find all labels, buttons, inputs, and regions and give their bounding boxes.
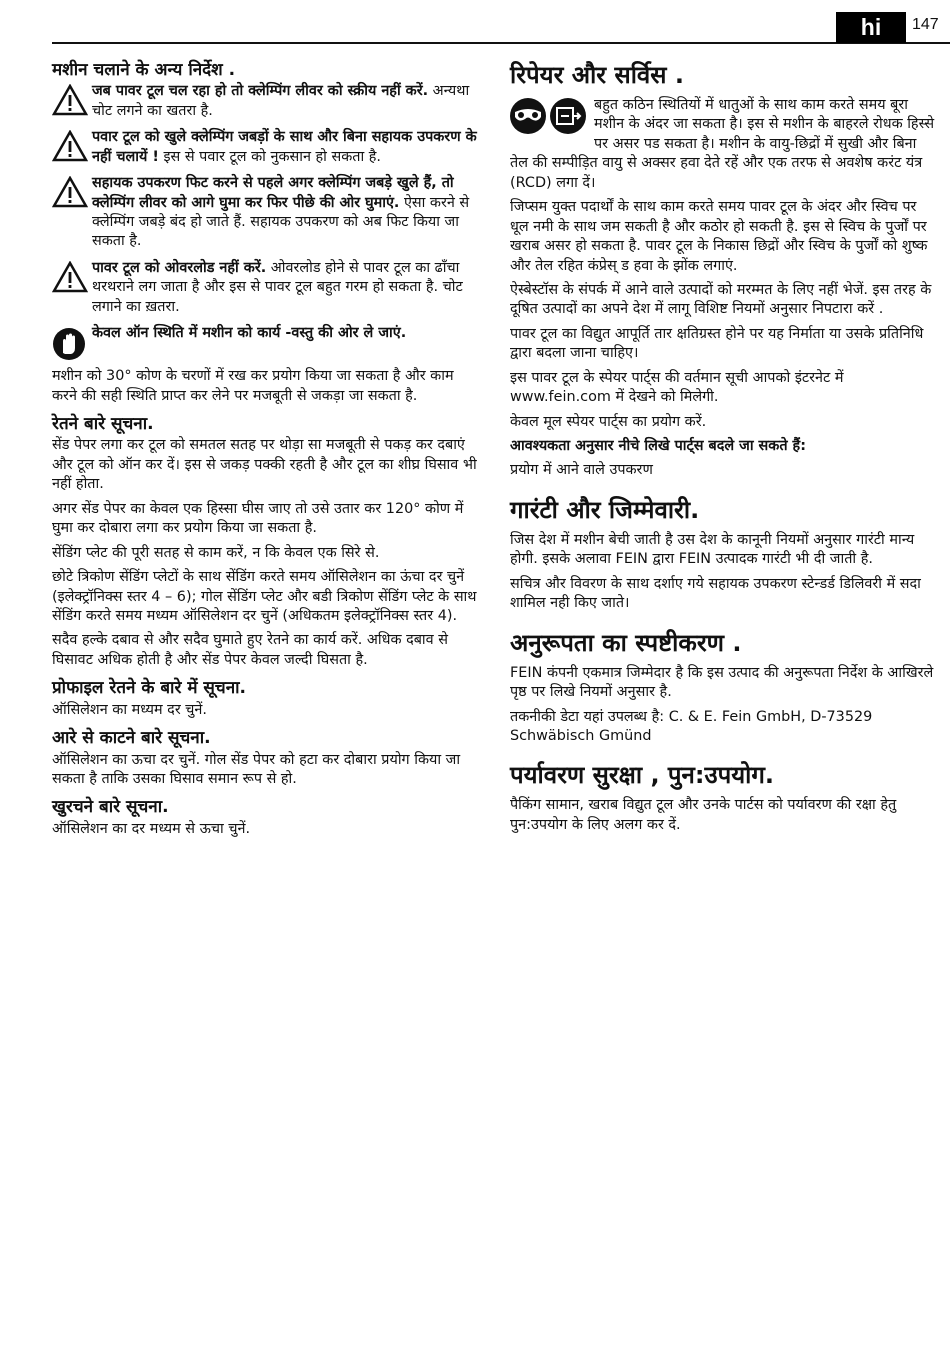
warning-text: पवार टूल को खुले क्लेम्पिंग जबड़ों के साथ और बिना सहायक उपकरण के नहीं चलायें ! इस से पवार टूल को नुकसान हो सकता है. xyxy=(92,129,477,165)
parts-note: आवश्यकता अनुसार नीचे लिखे पार्ट्स बदले जा सकते हैं: xyxy=(510,438,806,454)
warning-triangle-icon xyxy=(52,130,88,162)
warning-item xyxy=(52,128,480,167)
cutting-heading: आरे से काटने बारे सूचना. xyxy=(52,728,211,749)
sanding-paragraph: सदैव हल्के दबाव से और सदैव घुमाते हुए रेतने का कार्य करें. अधिक दबाव से घिसावट अधिक होती है और सेंड पेपर केवल जल्दी घिसता है. xyxy=(52,632,448,668)
scraping-text: ऑसिलेशन का दर मध्यम से ऊचा चुनें. xyxy=(52,820,251,837)
profile-heading: प्रोफाइल रेतने के बारे में सूचना. xyxy=(52,678,246,699)
service-icons xyxy=(510,98,586,134)
warning-item xyxy=(52,82,480,121)
environment-text: पैकिंग सामान, खराब विद्युत टूल और उनके पार्टस को पर्यावरण की रक्षा हेतु पुन:उपयोग के लिए अलग कर दें. xyxy=(510,797,897,833)
warning-triangle-icon xyxy=(52,176,88,208)
conformity-paragraph: तकनीकी डेटा यहां उपलब्ध है: C. & E. Fein GmbH, D-73529 Schwäbisch Gmünd xyxy=(510,708,873,744)
warning-triangle-icon xyxy=(52,261,88,293)
operation-heading: मशीन चलाने के अन्य निर्देश . xyxy=(52,60,236,80)
sanding-paragraph: छोटे त्रिकोण सेंडिंग प्लेटों के साथ सेंडिंग करते समय ऑसिलेशन का ऊंचा दर चुनें (इलेक्ट्रॉनिक्स स्तर 4 – 6); गोल सेंडिंग प्लेट और बडी त्रिकोण सेंडिंग प्लेट के साथ सेंडिंग करते समय मध्यम ऑसिलेशन दर चुनें (अधिकतम इलेक्ट्रॉनिक्स स्तर 4). xyxy=(52,569,477,624)
repair-section xyxy=(510,60,938,481)
page-number: 147 xyxy=(912,16,939,33)
warranty-section xyxy=(510,495,938,614)
repair-paragraph: पावर टूल का विद्युत आपूर्ति तार क्षतिग्रस्त होने पर यह निर्माता या उसके प्रतिनिधि द्वारा बदला जाना चाहिए। xyxy=(510,325,924,362)
sanding-paragraph: अगर सेंड पेपर का केवल एक हिस्सा घीस जाए तो उसे उतार कर 120° कोण में घुमा कर दोबारा लगा कर प्रयोग किया जा सकता है. xyxy=(52,500,464,537)
repair-paragraph: बहुत कठिन स्थितियों में धातुओं के साथ काम करते समय बूरा मशीन के अंदर जा सकता है। इस से मशीन के बाहरले रोधक हिस्से पर असर पड सकता है। मशीन के वायु-छिद्रों में सुखी और बिना तेल की सम्पीड़ित वायु से अक्सर हवा देते रहें और एक तरफ से अवशेष करंट यंत्र (RCD) लगा दें। xyxy=(510,97,935,191)
warranty-paragraph: जिस देश में मशीन बेची जाती है उस देश के कानूनी नियमों अनुसार गारंटी मान्य होगी. इसके अलावा FEIN द्वारा FEIN उत्पादक गारंटी भी दी जाती है. xyxy=(510,531,915,568)
language-tab: hi xyxy=(836,12,906,43)
warning-item xyxy=(52,174,480,252)
warning-text: जब पावर टूल चल रहा हो तो क्लेम्पिंग लीवर को स्क्रीय नहीं करें. अन्यथा चोट लगने का खतरा है. xyxy=(92,83,470,119)
conformity-section xyxy=(510,628,938,747)
cutting-text: ऑसिलेशन का ऊचा दर चुनें. गोल सेंड पेपर को हटा कर दोबारा प्रयोग किया जा सकता है ताकि उसका घिसाव समान रूप से हो. xyxy=(52,751,461,787)
conformity-paragraph: FEIN कंपनी एकमात्र जिम्मेदार है कि इस उत्पाद की अनुरूपता निर्देश के आखिरले पृष्ठ पर लिखे नियमों अनुसार है. xyxy=(510,664,934,701)
sanding-paragraph: सेंड पेपर लगा कर टूल को समतल सतह पर थोड़ा सा मजबूती से पकड़ कर दबाएं और टूल को ऑन कर दें। इस से जकड़ पक्की रहती है और टूल का शीघ्र घिसाव भी नहीं होता. xyxy=(52,437,477,493)
warning-item xyxy=(52,259,480,317)
environment-heading: पर्यावरण सुरक्षा , पुन:उपयोग. xyxy=(510,761,775,790)
conformity-heading: अनुरूपता का स्पष्टीकरण . xyxy=(510,628,742,657)
warning-text: सहायक उपकरण फिट करने से पहले अगर क्लेम्पिंग जबड़े खुले हैं, तो क्लेम्पिंग लीवर को आगे घुमा कर फिर पीछे की ओर घुमाएं. ऐसा करने से क्लेम्पिंग जबड़े बंद हो जाते हैं. सहायक उपकरण को अब फिट किया जा सकता है. xyxy=(92,175,470,250)
right-column xyxy=(510,60,938,849)
repair-paragraph: जिप्सम युक्त पदार्थों के साथ काम करते समय पावर टूल के अंदर और स्विच पर धूल नमी के साथ जम सकती है और कठोर हो सकती है. इस से स्विच के पुर्जों पर खराब असर हो सकता है. पावर टूल के निकास छिद्रों और स्विच के पुर्जों को शुष्क और तेल रहित कंप्रेस् ड हवा के झोंक लगाएं. xyxy=(510,199,928,274)
glove-icon xyxy=(52,326,88,360)
repair-heading: रिपेयर और सर्विस . xyxy=(510,61,684,89)
sanding-paragraph: सेंडिंग प्लेट की पूरी सतह से काम करें, न कि केवल एक सिरे से. xyxy=(52,544,380,561)
eye-protection-icon xyxy=(510,98,546,134)
sanding-heading: रेतने बारे सूचना. xyxy=(52,414,154,435)
rcd-icon xyxy=(550,98,586,134)
repair-paragraph: इस पावर टूल के स्पेयर पार्ट्स की वर्तमान सूची आपको इंटरनेट में www.fein.com में देखने को मिलेगी. xyxy=(510,369,844,406)
warranty-paragraph: सचित्र और विवरण के साथ दर्शाए गये सहायक उपकरण स्टेन्डर्ड डिलिवरी में सदा शामिल नही किए जाते। xyxy=(510,575,921,612)
left-column xyxy=(52,60,480,844)
scraping-heading: खुरचने बारे सूचना. xyxy=(52,797,169,818)
warning-text: पावर टूल को ओवरलोड नहीं करें. ओवरलोड होने से पावर टूल का ढाँचा थरथराने लग जाता है और इस से पावर टूल बहुत गरम हो सकता है. चोट लगाने का ख़तरा. xyxy=(92,259,463,315)
environment-section xyxy=(510,760,938,835)
repair-paragraph: केवल मूल स्पेयर पार्ट्स का प्रयोग करें. xyxy=(510,413,707,430)
glove-note-text: केवल ऑन स्थिति में मशीन को कार्य -वस्तु की ओर ले जाएं. xyxy=(92,325,407,342)
angle-paragraph: मशीन को 30° कोण के चरणों में रख कर प्रयोग किया जा सकता है और काम करने की सही स्थिति प्राप्त कर लेने पर मजबूती से जकड़ा जा सकता है. xyxy=(52,368,454,404)
warning-triangle-icon xyxy=(52,84,88,116)
profile-text: ऑसिलेशन का मध्यम दर चुनें. xyxy=(52,701,207,718)
warranty-heading: गारंटी और जिम्मेवारी. xyxy=(510,495,700,524)
repair-paragraph: ऐस्बेस्टॉस के संपर्क में आने वाले उत्पादों को मरम्मत के लिए नहीं भेजें. इस तरह के दूषित उत्पादों का अपने देश में लागू विशिष्ट नियमों अनुसार निपटारा करें . xyxy=(510,281,932,318)
header-rule xyxy=(52,42,950,44)
parts-text: प्रयोग में आने वाले उपकरण xyxy=(510,462,653,479)
glove-note xyxy=(52,324,480,360)
